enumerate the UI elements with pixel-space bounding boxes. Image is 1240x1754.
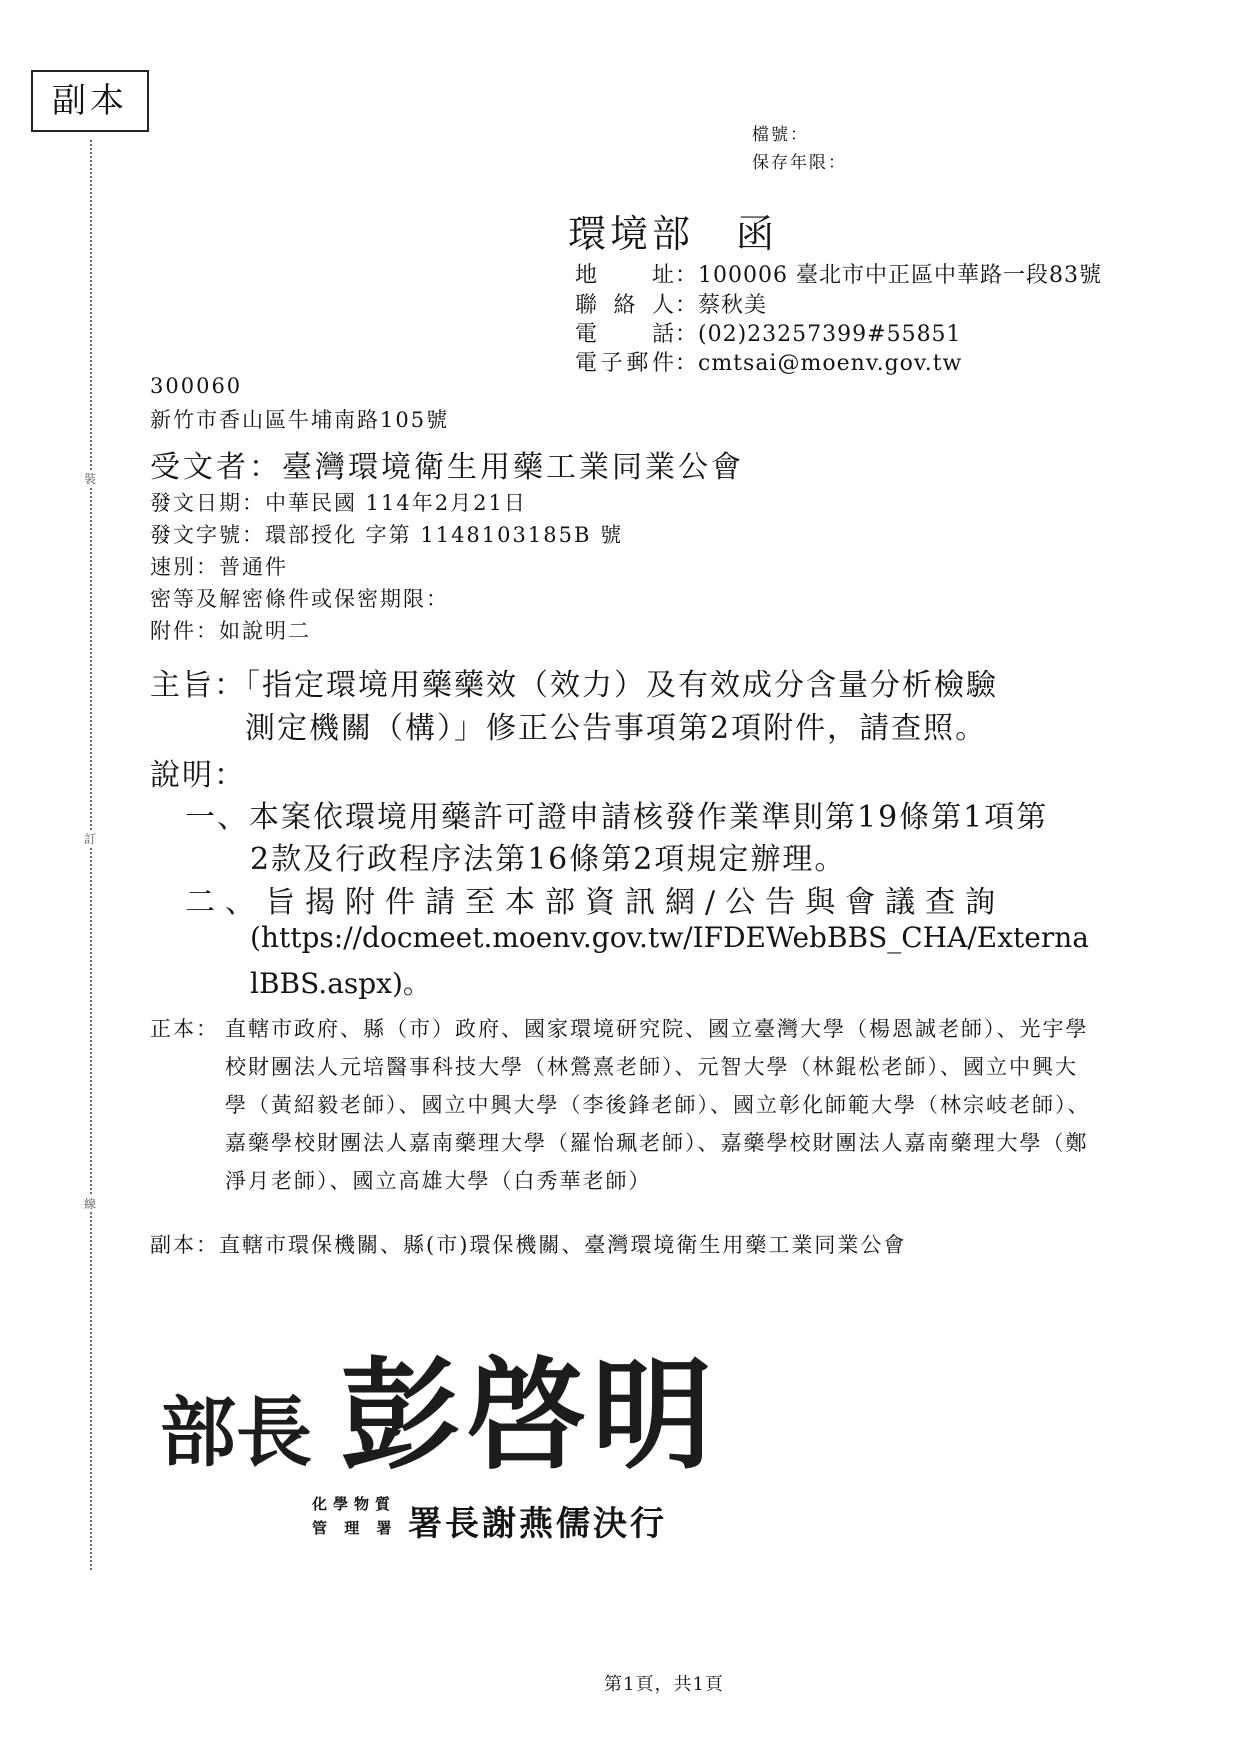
executor-stamp: 署長謝燕儒決行 bbox=[408, 1504, 667, 1544]
agency-line-1: 化學物質 bbox=[312, 1495, 397, 1513]
subject-label: 主旨： bbox=[150, 668, 246, 703]
sender-phone bbox=[575, 317, 962, 348]
explanation-item-1-line-1: 一、本案依環境用藥許可證申請核發作業準則第19條第1項第 bbox=[185, 800, 1049, 835]
explanation-item-2-url-line-2: lBBS.aspx)。 bbox=[250, 967, 431, 1000]
secrecy-level: 密等及解密條件或保密期限： bbox=[150, 587, 449, 611]
minister-signature: 彭啓明 bbox=[340, 1345, 718, 1486]
document-number: 發文字號：環部授化 字第 1148103185B 號 bbox=[150, 523, 624, 547]
binding-mark-staple: 訂 bbox=[84, 832, 97, 846]
recipient: 受文者：臺灣環境衛生用藥工業同業公會 bbox=[150, 450, 744, 485]
recipient-address: 新竹市香山區牛埔南路105號 bbox=[150, 408, 450, 432]
document-title: 環境部 函 bbox=[568, 212, 779, 256]
retention-period-label: 保存年限： bbox=[752, 153, 847, 173]
original-recipients bbox=[150, 1010, 1095, 1230]
page-footer: 第1頁，共1頁 bbox=[604, 1674, 724, 1695]
sender-phone-value: ：(02)23257399#55851 bbox=[675, 322, 962, 347]
cc-label: 副本： bbox=[150, 1233, 219, 1257]
original-recipients-label: 正本： bbox=[150, 1017, 219, 1041]
cc-recipients bbox=[150, 1226, 906, 1264]
binding-mark-bind: 裝 bbox=[84, 472, 97, 486]
agency-line-2: 管 理 署 bbox=[312, 1519, 398, 1537]
explanation-label: 說明： bbox=[150, 758, 246, 793]
sender-phone-label: 電 話 bbox=[575, 322, 675, 347]
copy-label: 副本 bbox=[31, 70, 149, 132]
sender-email-label: 電子郵件 bbox=[575, 351, 675, 376]
sender-contact-label: 聯絡人 bbox=[575, 293, 675, 318]
binding-mark-line: 線 bbox=[84, 1197, 97, 1211]
attachment: 附件：如說明二 bbox=[150, 619, 311, 643]
explanation-item-2-line-1: 二、旨揭附件請至本部資訊網/公告與會議查詢 bbox=[185, 885, 1006, 920]
explanation-item-2-url-line-1: (https://docmeet.moenv.gov.tw/IFDEWebBBS_CHA/Externa bbox=[250, 921, 1089, 954]
file-number-label: 檔號： bbox=[752, 125, 809, 145]
explanation-item-1-line-2: 2款及行政程序法第16條第2項規定辦理。 bbox=[250, 842, 847, 877]
sender-email-value: ：cmtsai@moenv.gov.tw bbox=[675, 351, 963, 376]
signature-title: 部長 bbox=[160, 1388, 312, 1477]
sender-address-value: ：100006 臺北市中正區中華路一段83號 bbox=[675, 263, 1102, 288]
issue-date: 發文日期：中華民國 114年2月21日 bbox=[150, 491, 527, 515]
subject-line-1: 「指定環境用藥藥效（效力）及有效成分含量分析檢驗 bbox=[230, 668, 998, 703]
sender-contact-value: ：蔡秋美 bbox=[675, 293, 768, 318]
sender-address-label: 地 址 bbox=[575, 263, 675, 288]
speed-category: 速別：普通件 bbox=[150, 555, 288, 579]
binding-line bbox=[90, 140, 92, 1570]
cc-list: 直轄市環保機關、縣(市)環保機關、臺灣環境衛生用藥工業同業公會 bbox=[219, 1233, 907, 1257]
sender-email bbox=[575, 346, 962, 377]
original-recipients-list: 直轄市政府、縣（市）政府、國家環境研究院、國立臺灣大學（楊恩誠老師）、光宇學校財團法人元培醫事科技大學（林鶯熹老師）、元智大學（林錕松老師）、國立中興大學（黃紹毅老師）、國立中興大學（李後鋒老師）、國立彰化師範大學（林宗岐老師）、嘉藥學校財團法人嘉南藥理大學（羅怡珮老師）、嘉藥學校財團法人嘉南藥理大學（鄭淨月老師）、國立高雄大學（白秀華老師） bbox=[225, 1017, 1091, 1193]
subject-line-2: 測定機關（構）」修正公告事項第2項附件，請查照。 bbox=[245, 711, 988, 746]
sender-address bbox=[575, 258, 1102, 289]
sender-contact bbox=[575, 288, 767, 319]
postal-code: 300060 bbox=[150, 374, 243, 398]
